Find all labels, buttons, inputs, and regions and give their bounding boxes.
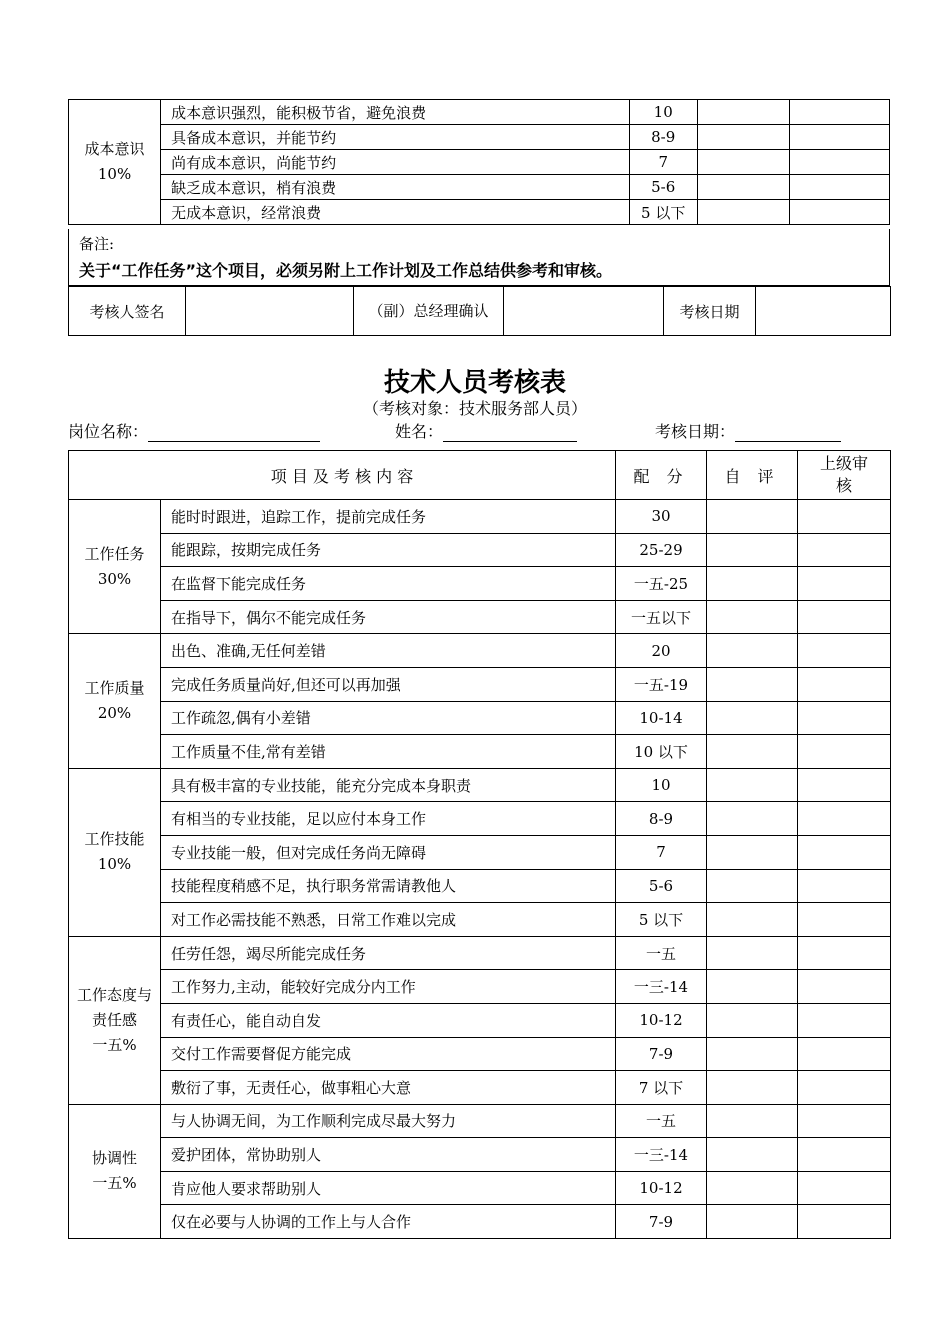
score-range: 10-12 [616, 1171, 707, 1205]
table-row [69, 634, 891, 668]
header-row [69, 451, 891, 500]
cost-awareness-table [68, 99, 890, 225]
superior-review-cell[interactable] [798, 970, 891, 1004]
category-cell [69, 634, 161, 768]
table-row [69, 835, 891, 869]
self-eval-cell[interactable] [697, 175, 789, 200]
self-eval-cell[interactable] [697, 100, 789, 125]
header-superior-review: 上级审核 [798, 451, 891, 500]
superior-review-cell[interactable] [798, 634, 891, 668]
table-row [69, 175, 890, 200]
score-range: 8-9 [616, 802, 707, 836]
name-label: 姓名： [395, 422, 444, 441]
criteria-text: 无成本意识，经常浪费 [161, 200, 630, 225]
self-eval-cell[interactable] [707, 500, 798, 534]
self-eval-cell[interactable] [707, 802, 798, 836]
self-eval-cell[interactable] [707, 835, 798, 869]
category-weight: 30% [97, 569, 132, 588]
superior-review-cell[interactable] [798, 1104, 891, 1138]
table-row [69, 768, 891, 802]
signature-table [68, 286, 891, 336]
remarks-box [68, 229, 890, 286]
criteria-text: 肯应他人要求帮助别人 [161, 1171, 616, 1205]
score-range: 7 [629, 150, 697, 175]
criteria-text: 专业技能一般，但对完成任务尚无障碍 [161, 835, 616, 869]
score-range: 5 以下 [629, 200, 697, 225]
form-subtitle: （考核对象：技术服务部人员） [362, 399, 587, 418]
score-range: 10-12 [616, 1003, 707, 1037]
remarks-text: 关于“工作任务”这个项目，必须另附上工作计划及工作总结供参考和审核。 [79, 261, 613, 280]
manager-confirm-field[interactable] [504, 287, 664, 336]
self-eval-cell[interactable] [707, 970, 798, 1004]
category-cell [69, 100, 161, 225]
table-row [69, 1205, 891, 1239]
table-row [69, 1071, 891, 1105]
header-score: 配 分 [616, 451, 707, 500]
superior-review-cell[interactable] [798, 802, 891, 836]
criteria-text: 能跟踪，按期完成任务 [161, 533, 616, 567]
criteria-text: 技能程度稍感不足，执行职务常需请教他人 [161, 869, 616, 903]
score-range: 7 以下 [616, 1071, 707, 1105]
self-eval-cell[interactable] [697, 125, 789, 150]
criteria-text: 敷衍了事，无责任心，做事粗心大意 [161, 1071, 616, 1105]
self-eval-cell[interactable] [707, 768, 798, 802]
reviewer-signature-field[interactable] [186, 287, 354, 336]
post-name-line[interactable] [148, 425, 320, 442]
category-cell [69, 500, 161, 634]
category-name: 工作态度与责任感 [76, 985, 152, 1029]
table-row [69, 150, 890, 175]
self-eval-cell[interactable] [707, 1071, 798, 1105]
superior-review-cell[interactable] [789, 200, 889, 225]
review-date-label: 考核日期 [664, 287, 756, 336]
table-row [69, 903, 891, 937]
table-row [69, 970, 891, 1004]
category-cell [69, 936, 161, 1104]
score-range: 10 [616, 768, 707, 802]
table-row [69, 1037, 891, 1071]
score-range: 一三-14 [616, 1138, 707, 1172]
criteria-text: 爱护团体，常协助别人 [161, 1138, 616, 1172]
table-row [69, 667, 891, 701]
category-name: 工作技能 [84, 830, 145, 849]
criteria-text: 有相当的专业技能，足以应付本身工作 [161, 802, 616, 836]
superior-review-cell[interactable] [798, 667, 891, 701]
score-range: 一三-14 [616, 970, 707, 1004]
self-eval-cell[interactable] [707, 533, 798, 567]
superior-review-cell[interactable] [789, 100, 889, 125]
criteria-text: 与人协调无间，为工作顺利完成尽最大努力 [161, 1104, 616, 1138]
table-row [69, 100, 890, 125]
self-eval-cell[interactable] [707, 567, 798, 601]
self-eval-cell[interactable] [707, 1104, 798, 1138]
score-range: 7 [616, 835, 707, 869]
category-name: 工作任务 [84, 544, 145, 563]
category-weight: 一五% [92, 1035, 137, 1054]
score-range: 10-14 [616, 701, 707, 735]
criteria-text: 对工作必需技能不熟悉，日常工作难以完成 [161, 903, 616, 937]
superior-review-cell[interactable] [798, 1138, 891, 1172]
self-eval-cell[interactable] [707, 1037, 798, 1071]
criteria-text: 工作努力,主动，能较好完成分内工作 [161, 970, 616, 1004]
superior-review-cell[interactable] [798, 1071, 891, 1105]
criteria-text: 工作质量不佳,常有差错 [161, 735, 616, 769]
score-range: 7-9 [616, 1205, 707, 1239]
superior-review-cell[interactable] [798, 1205, 891, 1239]
name-line[interactable] [443, 425, 577, 442]
criteria-text: 在指导下，偶尔不能完成任务 [161, 600, 616, 634]
table-row [69, 1171, 891, 1205]
superior-review-cell[interactable] [798, 701, 891, 735]
score-range: 一五-19 [616, 667, 707, 701]
table-row [69, 1104, 891, 1138]
superior-review-cell[interactable] [798, 500, 891, 534]
name-field[interactable] [395, 419, 577, 442]
superior-review-cell[interactable] [798, 1171, 891, 1205]
score-range: 5-6 [616, 869, 707, 903]
table-row [69, 200, 890, 225]
score-range: 一五-25 [616, 567, 707, 601]
self-eval-cell[interactable] [707, 1205, 798, 1239]
criteria-text: 出色、准确,无任何差错 [161, 634, 616, 668]
table-row [69, 701, 891, 735]
superior-review-cell[interactable] [798, 1003, 891, 1037]
superior-review-cell[interactable] [798, 1037, 891, 1071]
post-name-field[interactable] [68, 419, 320, 442]
table-row [69, 533, 891, 567]
remarks-label: 备注: [79, 235, 115, 253]
superior-review-cell[interactable] [798, 567, 891, 601]
date-label: 考核日期： [655, 422, 736, 441]
table-row [69, 802, 891, 836]
criteria-text: 任劳任怨，竭尽所能完成任务 [161, 936, 616, 970]
post-name-label: 岗位名称： [68, 422, 149, 441]
self-eval-cell[interactable] [697, 150, 789, 175]
table-row [69, 567, 891, 601]
category-name: 成本意识 [84, 140, 145, 158]
reviewer-signature-label: 考核人签名 [69, 287, 186, 336]
self-eval-cell[interactable] [707, 1003, 798, 1037]
superior-review-cell[interactable] [798, 903, 891, 937]
score-range: 8-9 [629, 125, 697, 150]
self-eval-cell[interactable] [707, 869, 798, 903]
score-range: 10 以下 [616, 735, 707, 769]
category-cell [69, 1104, 161, 1238]
criteria-text: 成本意识强烈，能积极节省，避免浪费 [161, 100, 630, 125]
date-field[interactable] [655, 419, 841, 442]
score-range: 一五 [616, 936, 707, 970]
table-row [69, 1138, 891, 1172]
criteria-text: 完成任务质量尚好,但还可以再加强 [161, 667, 616, 701]
criteria-text: 缺乏成本意识，梢有浪费 [161, 175, 630, 200]
self-eval-cell[interactable] [707, 735, 798, 769]
table-row [69, 125, 890, 150]
category-weight: 20% [97, 704, 132, 723]
table-row [69, 1003, 891, 1037]
criteria-text: 仅在必要与人协调的工作上与人合作 [161, 1205, 616, 1239]
criteria-text: 交付工作需要督促方能完成 [161, 1037, 616, 1071]
criteria-text: 具有极丰富的专业技能，能充分完成本身职责 [161, 768, 616, 802]
assessment-table [68, 450, 891, 1239]
superior-review-cell[interactable] [798, 835, 891, 869]
category-weight: 10% [97, 855, 132, 874]
score-range: 一五 [616, 1104, 707, 1138]
self-eval-cell[interactable] [707, 634, 798, 668]
manager-confirm-label: （副）总经理确认 [354, 287, 504, 336]
category-weight: 10% [97, 165, 132, 183]
superior-review-cell[interactable] [789, 125, 889, 150]
table-row [69, 500, 891, 534]
self-eval-cell[interactable] [707, 701, 798, 735]
score-range: 5 以下 [616, 903, 707, 937]
superior-review-cell[interactable] [798, 869, 891, 903]
form-title: 技术人员考核表 [383, 368, 566, 398]
header-item: 项 目 及 考 核 内 容 [69, 451, 616, 500]
table-row [69, 735, 891, 769]
score-range: 20 [616, 634, 707, 668]
score-range: 25-29 [616, 533, 707, 567]
superior-review-cell[interactable] [798, 600, 891, 634]
score-range: 7-9 [616, 1037, 707, 1071]
table-row [69, 936, 891, 970]
criteria-text: 能时时跟进，追踪工作，提前完成任务 [161, 500, 616, 534]
superior-review-cell[interactable] [798, 735, 891, 769]
criteria-text: 有责任心，能自动自发 [161, 1003, 616, 1037]
criteria-text: 在监督下能完成任务 [161, 567, 616, 601]
self-eval-cell[interactable] [707, 1138, 798, 1172]
criteria-text: 具备成本意识，并能节约 [161, 125, 630, 150]
superior-review-cell[interactable] [798, 768, 891, 802]
superior-review-cell[interactable] [789, 175, 889, 200]
superior-review-cell[interactable] [798, 936, 891, 970]
category-cell [69, 768, 161, 936]
score-range: 30 [616, 500, 707, 534]
superior-review-cell[interactable] [798, 533, 891, 567]
self-eval-cell[interactable] [707, 936, 798, 970]
category-weight: 一五% [92, 1174, 137, 1193]
score-range: 5-6 [629, 175, 697, 200]
category-name: 协调性 [91, 1149, 137, 1168]
header-self-eval: 自 评 [707, 451, 798, 500]
date-line[interactable] [735, 425, 841, 442]
category-name: 工作质量 [84, 679, 145, 698]
score-range: 一五以下 [616, 600, 707, 634]
table-row [69, 600, 891, 634]
self-eval-cell[interactable] [707, 600, 798, 634]
self-eval-cell[interactable] [707, 1171, 798, 1205]
criteria-text: 工作疏忽,偶有小差错 [161, 701, 616, 735]
self-eval-cell[interactable] [697, 200, 789, 225]
self-eval-cell[interactable] [707, 903, 798, 937]
review-date-field[interactable] [756, 287, 891, 336]
self-eval-cell[interactable] [707, 667, 798, 701]
score-range: 10 [629, 100, 697, 125]
criteria-text: 尚有成本意识，尚能节约 [161, 150, 630, 175]
table-row [69, 869, 891, 903]
superior-review-cell[interactable] [789, 150, 889, 175]
